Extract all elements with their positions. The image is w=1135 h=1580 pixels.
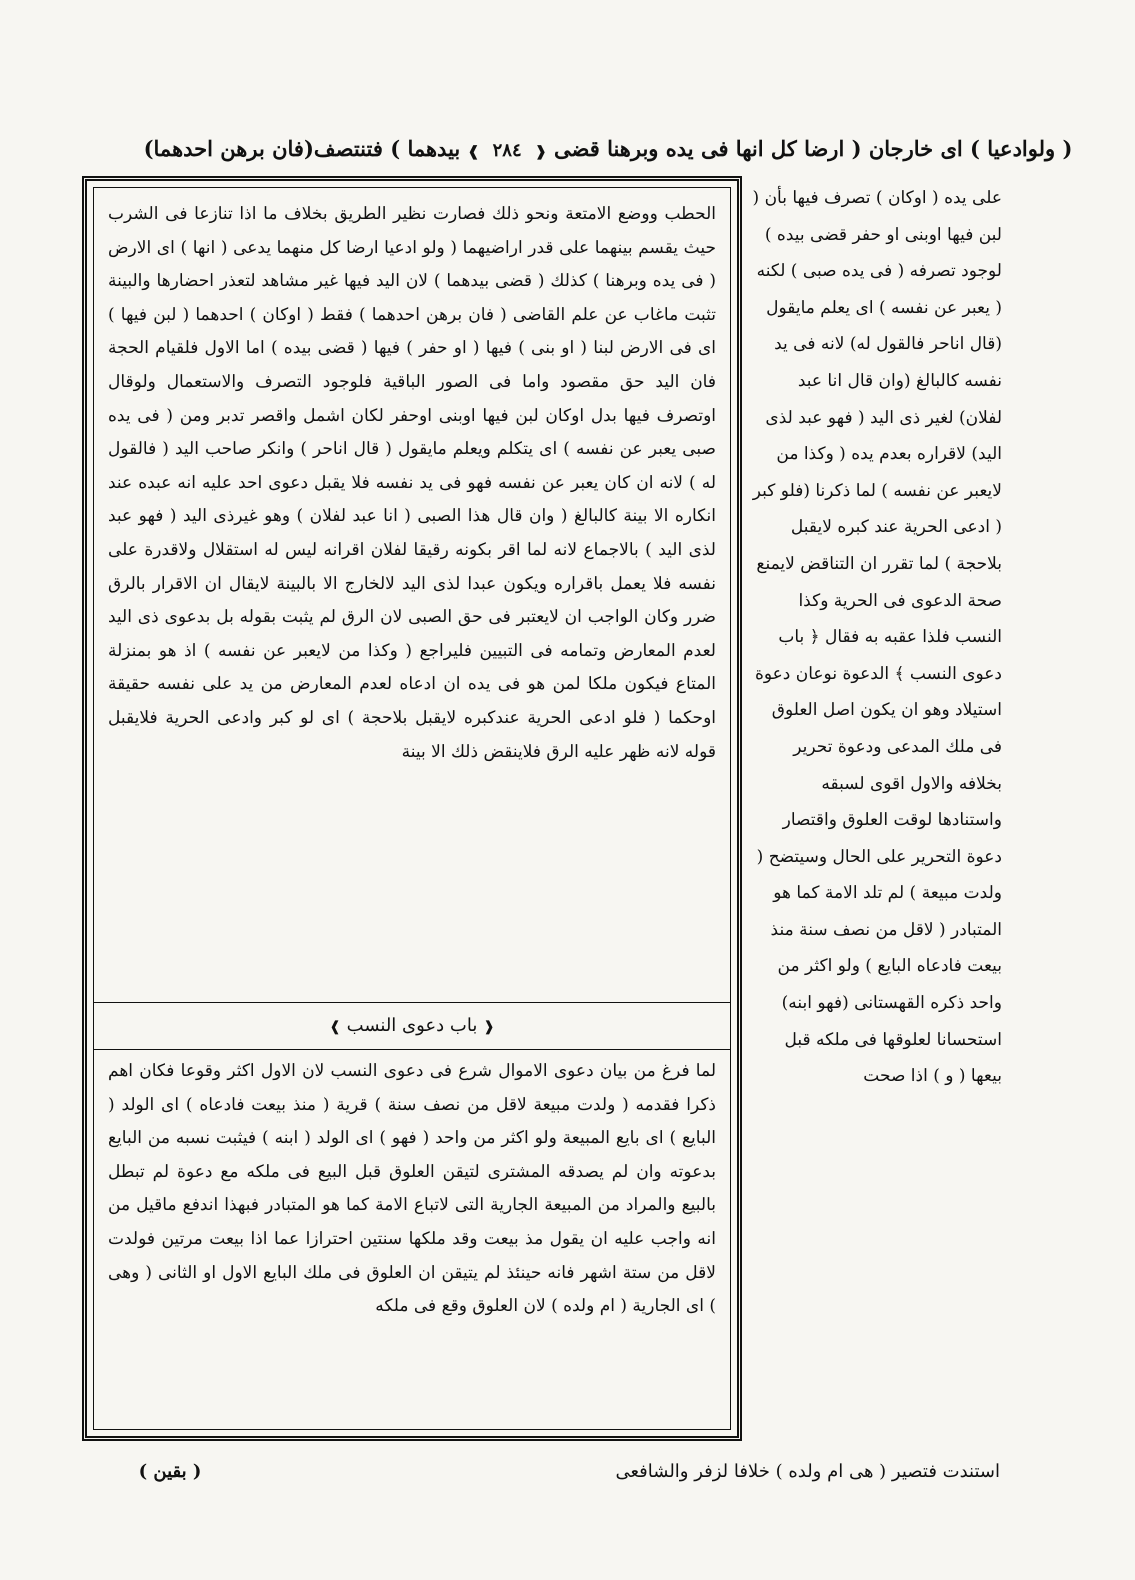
commentary-inner-frame xyxy=(93,187,731,1430)
ornament-icon: ❱ xyxy=(329,1019,341,1035)
commentary-frame xyxy=(82,176,742,1441)
side-column xyxy=(752,180,1002,1442)
ornament-icon: ❰ xyxy=(534,144,547,160)
section-title: باب دعوى النسب xyxy=(346,1015,478,1036)
footer-text: استندت فتصير ( هى ام ولده ) خلافا لزفر والشافعى xyxy=(615,1461,1000,1482)
page-number: ٢٨٤ xyxy=(492,140,522,161)
ornament-icon: ❰ xyxy=(483,1019,495,1035)
page-header xyxy=(88,126,1128,172)
commentary-lower-text: لما فرغ من بيان دعوى الاموال شرع فى دعوى النسب لان الاول اكثر وقوعا فكان اهم ذكرا فقدمه ( ولدت مبيعة لاقل من نصف سنة ) قرية ( منذ بيعت فادعاه ) اى الولد ( البايع ) اى بايع المبيعة ولو اكثر من واحد ( فهو ) اى الولد ( ابنه ) فيثبت نسبه من البايع بدعوته وان لم يصدقه المشترى لتيقن العلوق قبل البيع فى ملكه مع دعوة لم تبطل بالبيع والمراد من المبيعة الجارية التى لاتباع الامة كما هو المتبادر فبهذا اندفع ماقيل من انه واجب عليه ان يقول مذ بيعت وقد ملكها سنتين احترازا عما اذا بيعت مرتين فولدت لاقل من ستة اشهر فانه حينئذ لم يتيقن ان العلوق فى ملك البايع الاول او الثانى ( وهى ) اى الجارية ( ام ولده ) لان العلوق وقع فى ملكه xyxy=(108,1061,716,1317)
side-column-text: على يده ( اوكان ) تصرف فيها بأن ( لبن فيها اوبنى او حفر قضى بيده ) لوجود تصرفه ( فى يده صبى ) لكنه ( يعبر عن نفسه ) اى يعلم مايقول (قال اناحر فالقول له) لانه فى يد نفسه كالبالغ (وان قال انا عبد لفلان) لغير ذى اليد ( فهو عبد لذى اليد) لاقراره بعدم يده ( وكذا من لايعبر عن نفسه ) لما ذكرنا (فلو كبر ( ادعى الحرية عند كبره لايقبل بلاحجة ) لما تقرر ان التناقض لايمنع صحة الدعوى فى الحرية وكذا النسب فلذا عقبه به فقال ﴿ باب دعوى النسب ﴾ الدعوة نوعان دعوة استيلاد وهو ان يكون اصل العلوق فى ملك المدعى ودعوة تحرير بخلافه والاول اقوى لسبقه واستنادها لوقت العلوق واقتصار دعوة التحرير على الحال وسيتضح ( ولدت مبيعة ) لم تلد الامة كما هو المتبادر ( لاقل من نصف سنة منذ بيعت فادعاه البايع ) ولو اكثر من واحد ذكره القهستانى (فهو ابنه) استحسانا لعلوقها فى ملكه قبل بيعها ( و ) اذا صحت xyxy=(752,188,1002,1087)
header-left-text: بيدهما ) فتنتصف(فان برهن احدهما) xyxy=(143,136,461,161)
section-title-band xyxy=(94,1002,730,1050)
commentary-upper-text: الحطب ووضع الامتعة ونحو ذلك فصارت نظير الطريق بخلاف ما اذا تنازعا فى الشرب حيث يقسم بينهما على قدر اراضيهما ( ولو ادعيا ارضا كل منهما يدعى ( انها ) اى الارض ( فى يده وبرهنا ) كذلك ( قضى بيدهما ) لان اليد فيها غير مشاهد لتعذر احضارها والبينة تثبت ماغاب عن علم القاضى ( فان برهن احدهما ) فقط ( اوكان ) احدهما ( لبن فيها ) اى فى الارض لبنا ( او بنى ) فيها ( او حفر ) فيها ( قضى بيده ) اما الاول فلقيام الحجة فان اليد حق مقصود واما فى الصور الباقية فلوجود التصرف والاستعمال ولوقال اوتصرف فيها بدل اوكان لبن فيها اوبنى اوحفر لكان اشمل واقصر تدبر ومن ( فى يده صبى يعبر عن نفسه ) اى يتكلم ويعلم مايقول ( قال اناحر ) وانكر صاحب اليد ( فالقول له ) لانه ان كان يعبر عن نفسه فهو فى يد نفسه فلا يقبل دعوى احد عليه انه عبده عند انكاره الا بينة كالبالغ ( وان قال هذا الصبى ( انا عبد لفلان ) وهو غيرذى اليد ( فهو عبد لذى اليد ) بالاجماع لانه لما اقر بكونه رقيقا لفلان اقرانه ليس له استقلال ولاقدرة على نفسه فلا يعمل باقراره ويكون عبدا لذى اليد لالخارج الا بالبينة لايقال ان الاقرار بالرق ضرر وكان الواجب ان لايعتبر فى حق الصبى لان الرق لم يثبت بقوله بل بدعوى ذى اليد لعدم المعارض وتمامه فى التبيين فليراجع ( وكذا من لايعبر عن نفسه ) اذ هو بمنزلة المتاع فيكون ملكا لمن هو فى يده ان ادعاه لعدم المعارض من يد على نفسه حقيقة اوحكما ( فلو ادعى الحرية عندكبره لايقبل بلاحجة ) اى لو كبر وادعى الحرية فلايقبل قوله لانه ظهر عليه الرق فلاينقض ذلك الا بينة xyxy=(108,204,716,762)
commentary-upper-block xyxy=(94,188,730,1002)
header-right-text: ( ولوادعيا ) اى خارجان ( ارضا كل انها فى يده وبرهنا قضى xyxy=(554,136,1073,161)
catchword: ( بقين ) xyxy=(138,1461,202,1482)
commentary-lower-block xyxy=(94,1049,730,1429)
ornament-icon: ❱ xyxy=(467,144,480,160)
